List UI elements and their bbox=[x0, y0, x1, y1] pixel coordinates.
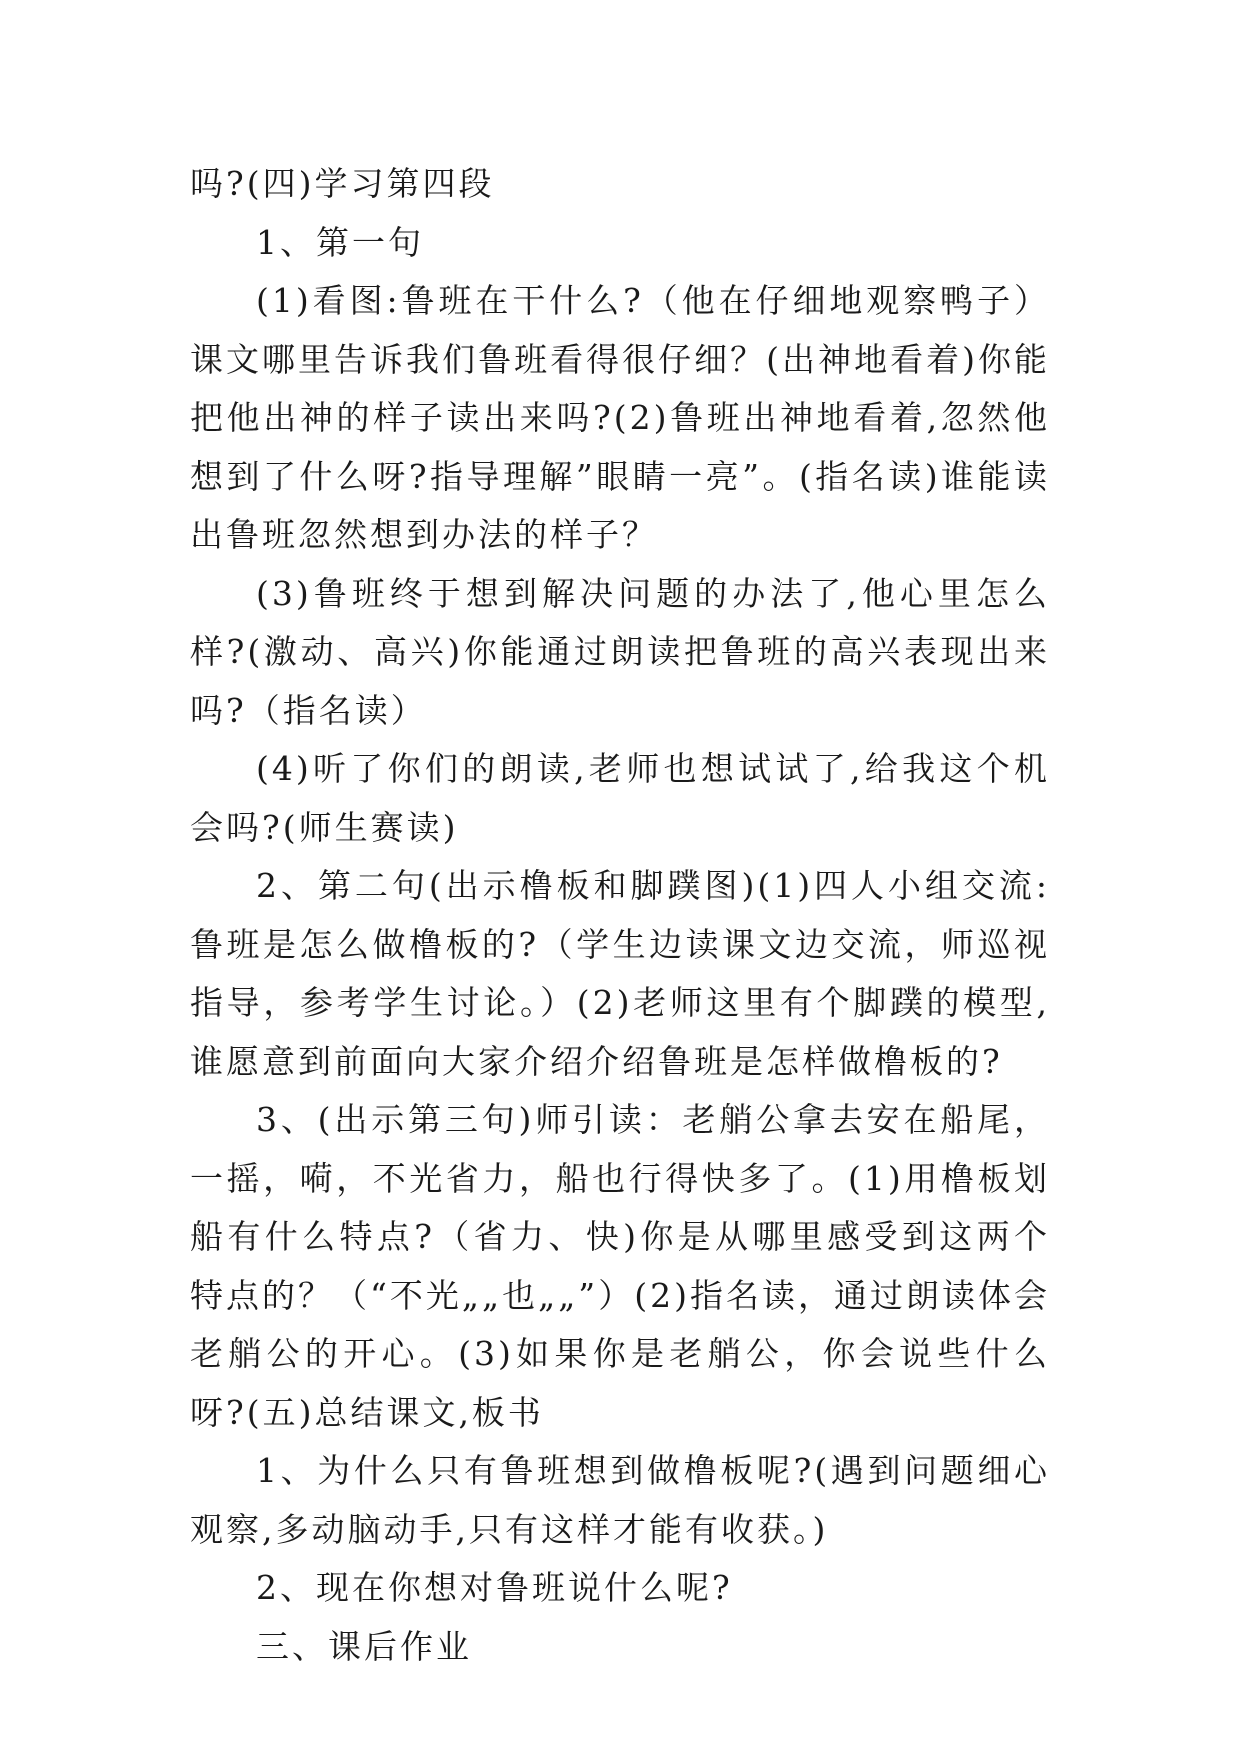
paragraph-sentence-two: 2、第二句(出示橹板和脚蹼图)(1)四人小组交流:鲁班是怎么做橹板的?（学生边读课文边交流，师巡视指导，参考学生讨论。）(2)老师这里有个脚蹼的模型,谁愿意到前面向大家介绍介绍鲁班是怎样做橹板的? bbox=[190, 866, 1050, 1081]
document-body bbox=[190, 155, 1050, 1676]
paragraph-happy-reading: (3)鲁班终于想到解决问题的办法了,他心里怎么样?(激动、高兴)你能通过朗读把鲁班的高兴表现出来吗?（指名读） bbox=[190, 573, 1050, 730]
paragraph-teacher-reading: (4)听了你们的朗读,老师也想试试了,给我这个机会吗?(师生赛读) bbox=[190, 749, 1050, 847]
paragraph-sentence-one-heading: 1、第一句 bbox=[256, 222, 424, 262]
paragraph-look-at-picture: (1)看图:鲁班在干什么?（他在仔细地观察鸭子）课文哪里告诉我们鲁班看得很仔细？(出神地看着)你能把他出神的样子读出来吗?(2)鲁班出神地看着,忽然他想到了什么呀?指导理解”眼睛一亮”。(指名读)谁能读出鲁班忽然想到办法的样子？ bbox=[190, 281, 1050, 554]
paragraph-summary-question-two: 2、现在你想对鲁班说什么呢? bbox=[256, 1568, 733, 1607]
paragraph-summary-question-one: 1、为什么只有鲁班想到做橹板呢?(遇到问题细心观察,多动脑动手,只有这样才能有收获。) bbox=[190, 1451, 1050, 1549]
paragraph-sentence-three: 3、(出示第三句)师引读：老艄公拿去安在船尾，一摇，嗬，不光省力，船也行得快多了。(1)用橹板划船有什么特点?（省力、快)你是从哪里感受到这两个特点的？（“不光„„也„„”）(2)指名读，通过朗读体会老艄公的开心。(3)如果你是老艄公，你会说些什么呀?(五)总结课文,板书 bbox=[190, 1100, 1050, 1432]
paragraph-homework-heading: 三、课后作业 bbox=[256, 1626, 472, 1666]
paragraph-continuation: 吗?(四)学习第四段 bbox=[190, 164, 495, 203]
